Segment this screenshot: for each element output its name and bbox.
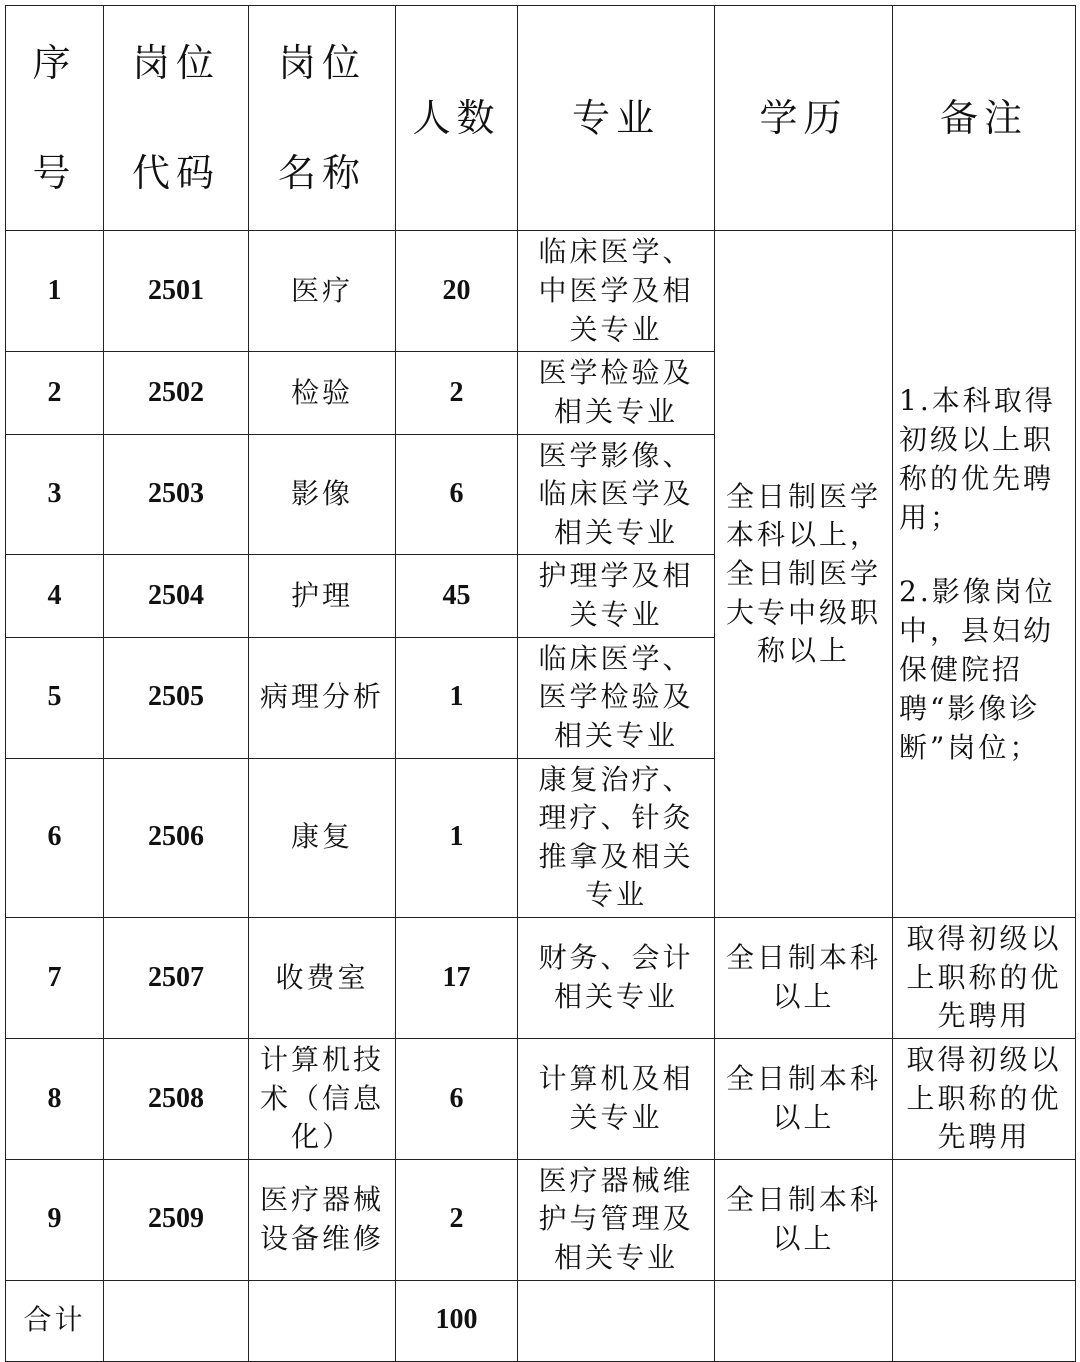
cell-education: 全日制本科以上	[715, 1159, 893, 1280]
cell-code: 2503	[104, 434, 249, 555]
header-count: 人数	[396, 6, 518, 231]
cell-index: 9	[6, 1159, 104, 1280]
cell-code: 2504	[104, 555, 249, 637]
cell-remarks: 取得初级以上职称的优先聘用	[893, 1038, 1076, 1159]
cell-index: 4	[6, 555, 104, 637]
cell-name: 影像	[249, 434, 396, 555]
table-row	[6, 1038, 1076, 1159]
cell-count: 20	[396, 231, 518, 352]
cell-count: 17	[396, 918, 518, 1039]
total-label: 合计	[6, 1280, 104, 1361]
cell-count: 2	[396, 352, 518, 434]
cell-name: 检验	[249, 352, 396, 434]
cell-index: 6	[6, 758, 104, 918]
header-remarks: 备注	[893, 6, 1076, 231]
cell-index: 2	[6, 352, 104, 434]
cell-index: 1	[6, 231, 104, 352]
cell-name: 计算机技术（信息化）	[249, 1038, 396, 1159]
cell-major: 康复治疗、理疗、针灸推拿及相关专业	[518, 758, 715, 918]
cell-code: 2508	[104, 1038, 249, 1159]
cell-code: 2509	[104, 1159, 249, 1280]
cell-code: 2502	[104, 352, 249, 434]
cell-remarks-merged: 1.本科取得初级以上职称的优先聘用； 2.影像岗位中，县妇幼保健院招聘“影像诊断”岗位；	[893, 231, 1076, 918]
cell-major: 计算机及相关专业	[518, 1038, 715, 1159]
cell-major: 医学检验及相关专业	[518, 352, 715, 434]
cell-remarks	[893, 1159, 1076, 1280]
cell-code: 2501	[104, 231, 249, 352]
table-row	[6, 918, 1076, 1039]
cell-name: 医疗	[249, 231, 396, 352]
cell-major: 临床医学、医学检验及相关专业	[518, 637, 715, 758]
cell-empty	[715, 1280, 893, 1361]
cell-code: 2507	[104, 918, 249, 1039]
table-row	[6, 231, 1076, 352]
header-code: 岗位 代码	[104, 6, 249, 231]
recruitment-table	[5, 5, 1076, 1362]
cell-name: 护理	[249, 555, 396, 637]
cell-major: 护理学及相关专业	[518, 555, 715, 637]
cell-index: 5	[6, 637, 104, 758]
cell-code: 2505	[104, 637, 249, 758]
cell-count: 2	[396, 1159, 518, 1280]
cell-education-merged: 全日制医学本科以上，全日制医学大专中级职称以上	[715, 231, 893, 918]
cell-name: 康复	[249, 758, 396, 918]
cell-empty	[893, 1280, 1076, 1361]
header-major: 专业	[518, 6, 715, 231]
cell-education: 全日制本科以上	[715, 918, 893, 1039]
cell-count: 1	[396, 758, 518, 918]
cell-education: 全日制本科以上	[715, 1038, 893, 1159]
header-index: 序 号	[6, 6, 104, 231]
cell-count: 1	[396, 637, 518, 758]
cell-empty	[104, 1280, 249, 1361]
header-name: 岗位 名称	[249, 6, 396, 231]
cell-index: 3	[6, 434, 104, 555]
cell-index: 8	[6, 1038, 104, 1159]
cell-empty	[518, 1280, 715, 1361]
cell-name: 医疗器械设备维修	[249, 1159, 396, 1280]
cell-count: 6	[396, 1038, 518, 1159]
cell-name: 病理分析	[249, 637, 396, 758]
total-count: 100	[396, 1280, 518, 1361]
header-row	[6, 6, 1076, 231]
cell-empty	[249, 1280, 396, 1361]
cell-major: 临床医学、中医学及相关专业	[518, 231, 715, 352]
cell-count: 6	[396, 434, 518, 555]
cell-count: 45	[396, 555, 518, 637]
header-education: 学历	[715, 6, 893, 231]
cell-index: 7	[6, 918, 104, 1039]
cell-remarks: 取得初级以上职称的优先聘用	[893, 918, 1076, 1039]
cell-major: 医疗器械维护与管理及相关专业	[518, 1159, 715, 1280]
total-row	[6, 1280, 1076, 1361]
cell-code: 2506	[104, 758, 249, 918]
cell-name: 收费室	[249, 918, 396, 1039]
cell-major: 财务、会计相关专业	[518, 918, 715, 1039]
table-row	[6, 1159, 1076, 1280]
cell-major: 医学影像、临床医学及相关专业	[518, 434, 715, 555]
